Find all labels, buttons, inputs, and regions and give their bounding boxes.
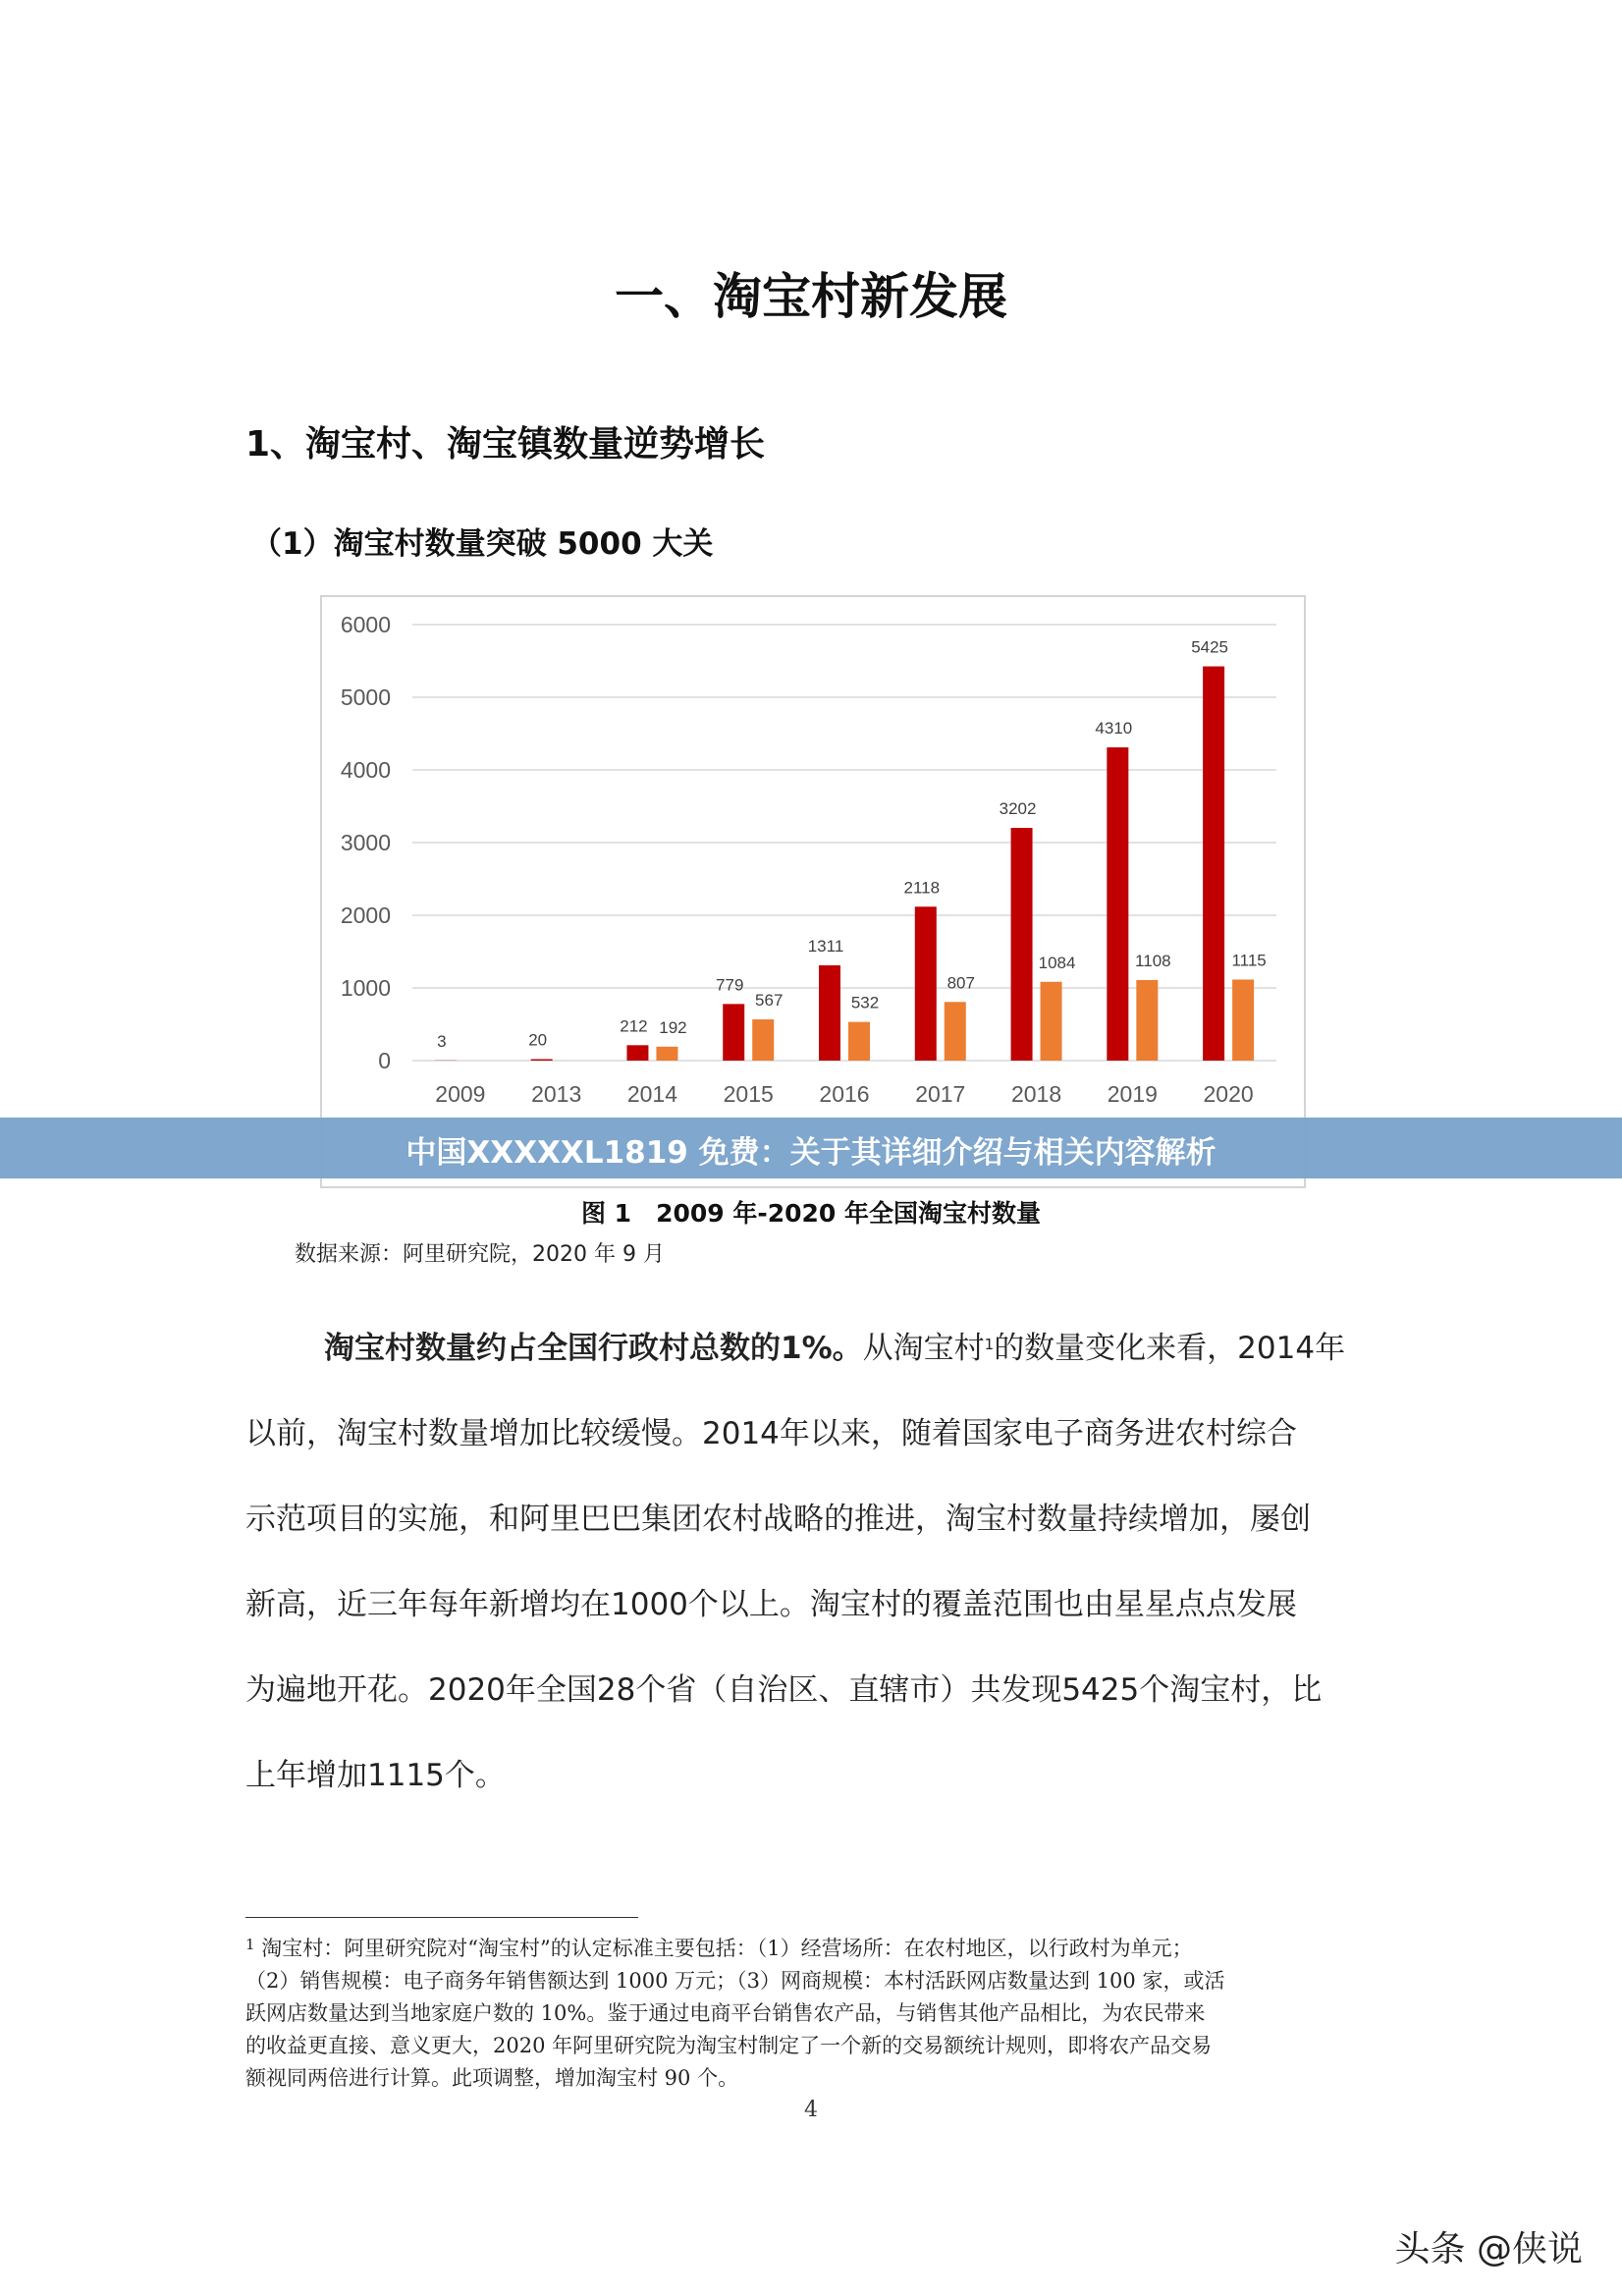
x-tick-label: 2016	[819, 1081, 870, 1107]
data-label: 532	[850, 993, 880, 1012]
bar	[1041, 982, 1062, 1061]
banner-title: 中国XXXXXL1819 免费：关于其详细介绍与相关内容解析	[406, 1135, 1216, 1171]
paragraph-line-6: 上年增加1115个。	[245, 1758, 506, 1793]
footnote-ref: 1	[984, 1336, 995, 1353]
footnote-line-2: （2）销售规模：电子商务年销售额达到 1000 万元；（3）网商规模：本村活跃网店数量达到 100 家，或活	[245, 1969, 1225, 1993]
footnote-marker: 1	[245, 1936, 255, 1953]
paragraph-line-1	[324, 1306, 1345, 1392]
page-number: 4	[804, 2098, 818, 2122]
y-tick-label: 2000	[340, 902, 391, 928]
data-label: 1115	[1231, 951, 1267, 970]
paragraph-line-4: 新高，近三年每年新增均在1000个以上。淘宝村的覆盖范围也由星星点点发展	[245, 1587, 1297, 1622]
data-label: 212	[620, 1016, 648, 1036]
paragraph-text: 从淘宝村	[862, 1331, 985, 1366]
figure-caption: 图 1 2009 年-2020 年全国淘宝村数量	[580, 1199, 1042, 1228]
paragraph-bold-lead: 淘宝村数量约占全国行政村总数的1%。	[324, 1331, 863, 1366]
data-label: 192	[659, 1017, 687, 1037]
bar	[656, 1047, 677, 1061]
data-label: 4310	[1095, 719, 1133, 738]
section-title: 一、淘宝村新发展	[615, 268, 1007, 325]
watermark: 头条 @侠说	[1394, 2229, 1583, 2269]
y-tick-label: 3000	[340, 830, 391, 855]
bar	[945, 1002, 966, 1061]
data-label: 807	[946, 973, 975, 993]
x-tick-label: 2014	[626, 1081, 678, 1107]
bar	[531, 1060, 553, 1061]
x-tick-label: 2019	[1107, 1081, 1158, 1107]
bar	[848, 1022, 870, 1061]
footnote-line-1	[245, 1933, 1193, 1965]
sub-subsection-title: （1）淘宝村数量突破 5000 大关	[251, 526, 714, 562]
x-tick-label: 2017	[915, 1081, 966, 1107]
bar	[819, 965, 840, 1061]
bar	[1203, 667, 1224, 1061]
x-tick-label: 2020	[1203, 1081, 1254, 1107]
footnote-divider	[245, 1917, 638, 1918]
x-tick-label: 2009	[435, 1081, 486, 1107]
bar	[752, 1019, 774, 1061]
data-label: 3202	[999, 799, 1037, 819]
bar	[1107, 747, 1128, 1061]
footnote-text: 淘宝村：阿里研究院对“淘宝村”的认定标准主要包括：（1）经营场所：在农村地区，以行政村为单元；	[261, 1937, 1193, 1960]
paragraph-line-3: 示范项目的实施，和阿里巴巴集团农村战略的推进，淘宝村数量持续增加，屡创	[245, 1502, 1311, 1537]
paragraph-line-5: 为遍地开花。2020年全国28个省（自治区、直辖市）共发现5425个淘宝村，比	[245, 1672, 1323, 1708]
paragraph-line-2: 以前，淘宝村数量增加比较缓慢。2014年以来，随着国家电子商务进农村综合	[245, 1416, 1297, 1451]
data-label: 779	[716, 975, 744, 995]
data-label: 1311	[807, 936, 844, 956]
y-tick-label: 4000	[340, 757, 391, 783]
paragraph-text: 的数量变化来看，2014年	[994, 1331, 1346, 1366]
footnote-line-5: 额视同两倍进行计算。此项调整，增加淘宝村 90 个。	[245, 2066, 739, 2090]
bar	[1136, 980, 1158, 1061]
y-tick-label: 0	[378, 1048, 391, 1073]
bar	[1011, 828, 1033, 1061]
bar	[723, 1004, 744, 1061]
data-label: 2118	[903, 878, 941, 898]
bar	[1232, 979, 1254, 1061]
x-tick-label: 2015	[723, 1081, 774, 1107]
taobao-village-bar-chart	[322, 597, 1304, 1186]
data-label: 1108	[1135, 952, 1171, 971]
y-tick-label: 5000	[340, 684, 391, 710]
footnote-line-3: 跃网店数量达到当地家庭户数的 10%。鉴于通过电商平台销售农产品，与销售其他产品相比，为农民带来	[245, 2001, 1206, 2025]
footnote-line-4: 的收益更直接、意义更大，2020 年阿里研究院为淘宝村制定了一个新的交易额统计规则，即将农产品交易	[245, 2034, 1213, 2057]
chart-frame	[320, 595, 1306, 1188]
subsection-title: 1、淘宝村、淘宝镇数量逆势增长	[245, 424, 766, 465]
bar	[626, 1045, 648, 1061]
figure-source: 数据来源：阿里研究院，2020 年 9 月	[295, 1242, 665, 1267]
data-label: 3	[437, 1031, 447, 1051]
y-tick-label: 6000	[340, 612, 391, 637]
bar	[915, 906, 937, 1061]
data-label: 1084	[1038, 953, 1076, 972]
x-tick-label: 2013	[531, 1081, 582, 1107]
x-tick-label: 2018	[1010, 1081, 1062, 1107]
data-label: 5425	[1191, 637, 1229, 657]
y-tick-label: 1000	[340, 975, 391, 1001]
data-label: 20	[528, 1030, 548, 1050]
data-label: 567	[755, 991, 784, 1011]
